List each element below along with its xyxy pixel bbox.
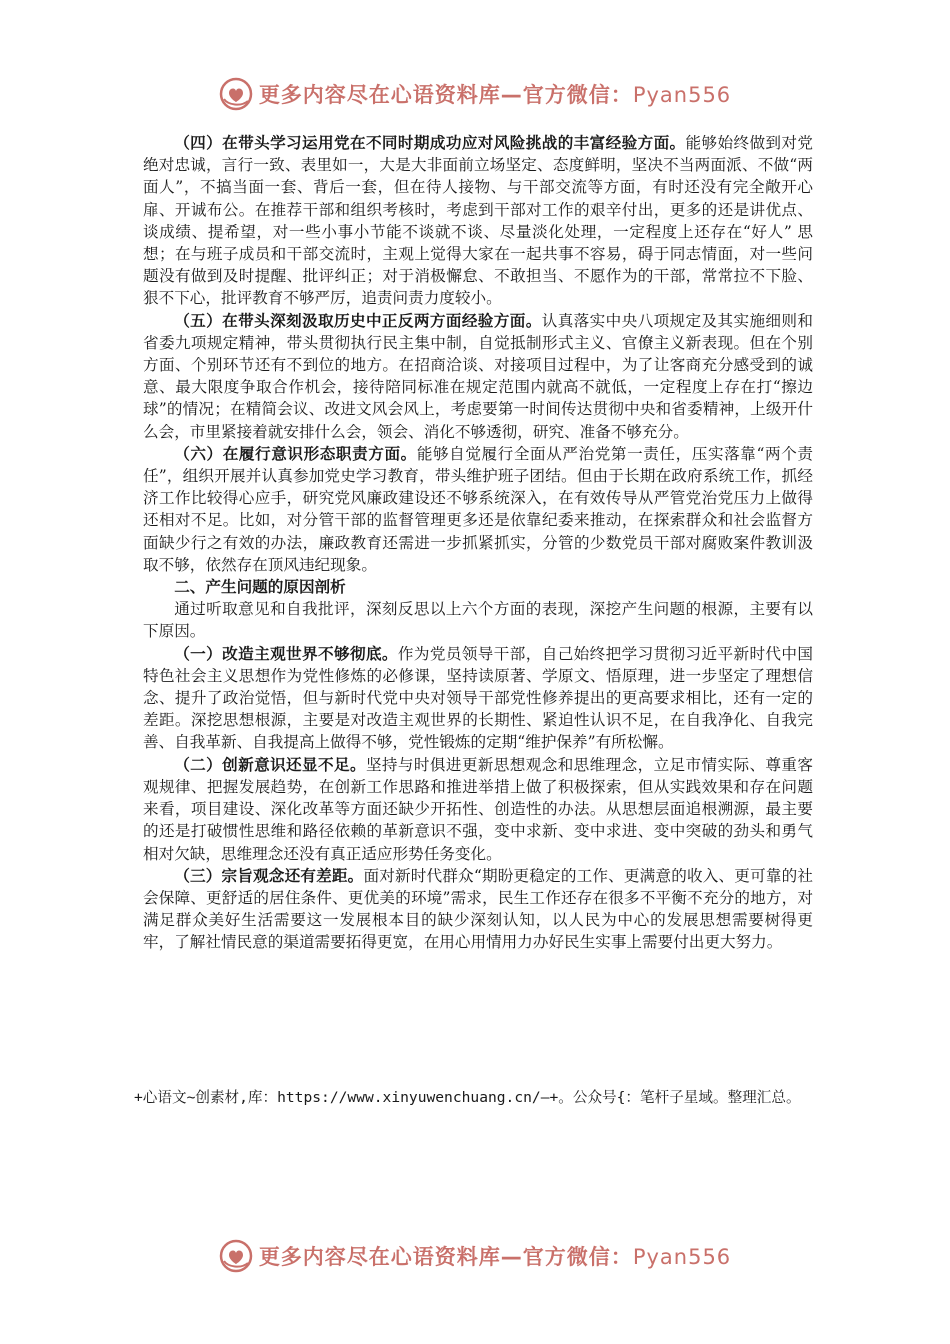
banner-wechat-id: Pyan556 (632, 83, 732, 107)
cause-1-body: 作为党员领导干部，自己始终把学习贯彻习近平新时代中国特色社会主义思想作为党性修炼的必修课，坚持读原著、学原文、悟原理，进一步坚定了理想信念、提升了政治觉悟，但与新时代党中央对领导干部党性修养提出的更高要求相比，还有一定的差距。深挖思想根源，主要是对改造主观世界的长期性、紧迫性认识不足，在自我净化、自我完善、自我革新、自我提高上做得不够，党性锻炼的定期“维护保养”有所松懈。 (143, 644, 813, 752)
section-4-body: 能够始终做到对党绝对忠诚，言行一致、表里如一，大是大非面前立场坚定、态度鲜明，坚决不当两面派、不做“两面人”，不搞当面一套、背后一套，但在待人接物、与干部交流等方面，有时还没有完全敞开心扉、开诚布公。在推荐干部和组织考核时，考虑到干部对工作的艰辛付出，更多的还是讲优点、谈成绩、提希望，对一些小事小节能不谈就不谈、尽量淡化处理，一定程度上还存在“好人” 思想；在与班子成员和干部交流时，主观上觉得大家在一起共事不容易，碍于同志情面，对一些问题没有做到及时提醒、批评纠正；对于消极懈怠、不敢担当、不愿作为的干部，常常拉不下脸、狠不下心，批评教育不够严厉，追责问责力度较小。 (143, 134, 813, 308)
section-5-body: 认真落实中央八项规定及其实施细则和省委九项规定精神，带头贯彻执行民主集中制，自觉抵制形式主义、官僚主义新表现。但在个别方面、个别环节还有不到位的地方。在招商洽谈、对接项目过程中，为了让客商充分感受到的诚意、最大限度争取合作机会，接待陪同标准在规定范围内就高不就低，一定程度上存在打“擦边球”的情况；在精简会议、改进文风会风上，考虑要第一时间传达贯彻中央和省委精神，上级开什么会，市里紧接着就安排什么会，领会、消化不够透彻，研究、准备不够充分。 (143, 311, 813, 441)
header-banner (0, 70, 950, 118)
paragraph-section-5 (143, 310, 813, 443)
cause-3-body: 面对新时代群众“期盼更稳定的工作、更满意的收入、更可靠的社会保障、更舒适的居住条件、更优美的环境”需求，民生工作还存在很多不平衡不充分的地方，对满足群众美好生活需要这一发展根本目的缺少深刻认知，以人民为中心的发展思想需要树得更牢，了解社情民意的渠道需要拓得更宽，在用心用情用力办好民生实事上需要付出更大努力。 (143, 866, 813, 952)
paragraph-cause-1 (143, 643, 813, 754)
paragraph-cause-3 (143, 865, 813, 954)
banner-wechat-id: Pyan556 (632, 1245, 732, 1269)
document-body (143, 132, 813, 954)
heart-swirl-logo-icon (219, 1239, 253, 1273)
cause-2-title: （二）创新意识还显不足。 (174, 754, 366, 774)
part-2-intro: 通过听取意见和自我批评，深刻反思以上六个方面的表现，深挖产生问题的根源，主要有以下原因。 (143, 600, 813, 641)
part-2-heading: 二、产生问题的原因剖析 (174, 577, 346, 597)
banner-text (259, 79, 731, 109)
heart-swirl-logo-icon (219, 77, 253, 111)
banner-text-cn: 更多内容尽在心语资料库—官方微信： (258, 1245, 633, 1269)
cause-1-title: （一）改造主观世界不够彻底。 (174, 643, 398, 663)
source-note: +心语文~创素材,库：https://www.xinyuwenchuang.cn/—+。公众号{：笔杆子星域。整理汇总。 (134, 1089, 801, 1106)
section-5-title: （五）在带头深刻汲取历史中正反两方面经验方面。 (174, 310, 542, 330)
banner-text-cn: 更多内容尽在心语资料库—官方微信： (258, 83, 633, 107)
cause-3-title: （三）宗旨观念还有差距。 (174, 865, 364, 885)
paragraph-cause-2 (143, 754, 813, 865)
cause-2-body: 坚持与时俱进更新思想观念和思维理念，立足市情实际、尊重客观规律、把握发展趋势，在创新工作思路和推进举措上做了积极探索，但从实践效果和存在问题来看，项目建设、深化改革等方面还缺少开拓性、创造性的办法。从思想层面追根溯源，最主要的还是打破惯性思维和路径依赖的革新意识不强，变中求新、变中求进、变中突破的劲头和勇气相对欠缺，思维理念还没有真正适应形势任务变化。 (143, 755, 813, 863)
paragraph-section-4 (143, 132, 813, 310)
section-4-title: （四）在带头学习运用党在不同时期成功应对风险挑战的丰富经验方面。 (174, 133, 686, 152)
footer-banner (0, 1232, 950, 1280)
paragraph-section-6 (143, 443, 813, 576)
section-6-title: （六）在履行意识形态职责方面。 (174, 443, 417, 463)
section-6-body: 能够自觉履行全面从严治党第一责任，压实落靠“两个责任”，组织开展并认真参加党史学习教育，带头维护班子团结。但由于长期在政府系统工作，抓经济工作比较得心应手，研究党风廉政建设还不够系统深入，在有效传导从严管党治党压力上做得还相对不足。比如，对分管干部的监督管理更多还是依靠纪委来推动，在探索群众和社会监督方面缺少行之有效的办法，廉政教育还需进一步抓紧抓实，分管的少数党员干部对腐败案件教训汲取不够，依然存在顶风违纪现象。 (143, 444, 813, 574)
banner-text (259, 1241, 731, 1271)
